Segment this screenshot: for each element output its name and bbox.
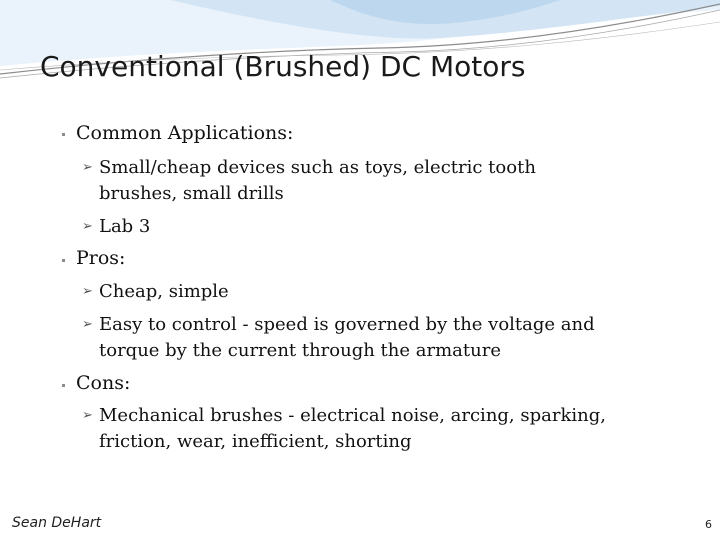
bullet-marker [62, 259, 65, 262]
arrow-bullet-icon: ➢ [82, 284, 93, 299]
bullet-marker [62, 133, 65, 136]
arrow-bullet-icon: ➢ [82, 160, 93, 175]
list-item: ➢ Lab 3 [82, 216, 151, 237]
list-item: ➢ Easy to control - speed is governed by the voltage and torque by the current through the armature [82, 314, 595, 361]
arrow-bullet-icon: ➢ [82, 317, 93, 332]
list-item: ➢ Mechanical brushes - electrical noise, arcing, sparking, friction, wear, inefficient, shorting [82, 405, 606, 452]
bullet-marker [62, 384, 65, 387]
page-number: 6 [705, 518, 712, 531]
footer-author: Sean DeHart [12, 515, 102, 531]
arrow-bullet-icon: ➢ [82, 408, 93, 423]
list-item: ➢ Small/cheap devices such as toys, electric tooth brushes, small drills [82, 157, 536, 204]
section-heading-cons: Cons: [76, 372, 131, 394]
section-heading-pros: Pros: [76, 247, 126, 269]
slide-title: Conventional (Brushed) DC Motors [40, 50, 526, 83]
arrow-bullet-icon: ➢ [82, 219, 93, 234]
list-item: ➢ Cheap, simple [82, 281, 229, 302]
section-heading-applications: Common Applications: [76, 122, 294, 144]
